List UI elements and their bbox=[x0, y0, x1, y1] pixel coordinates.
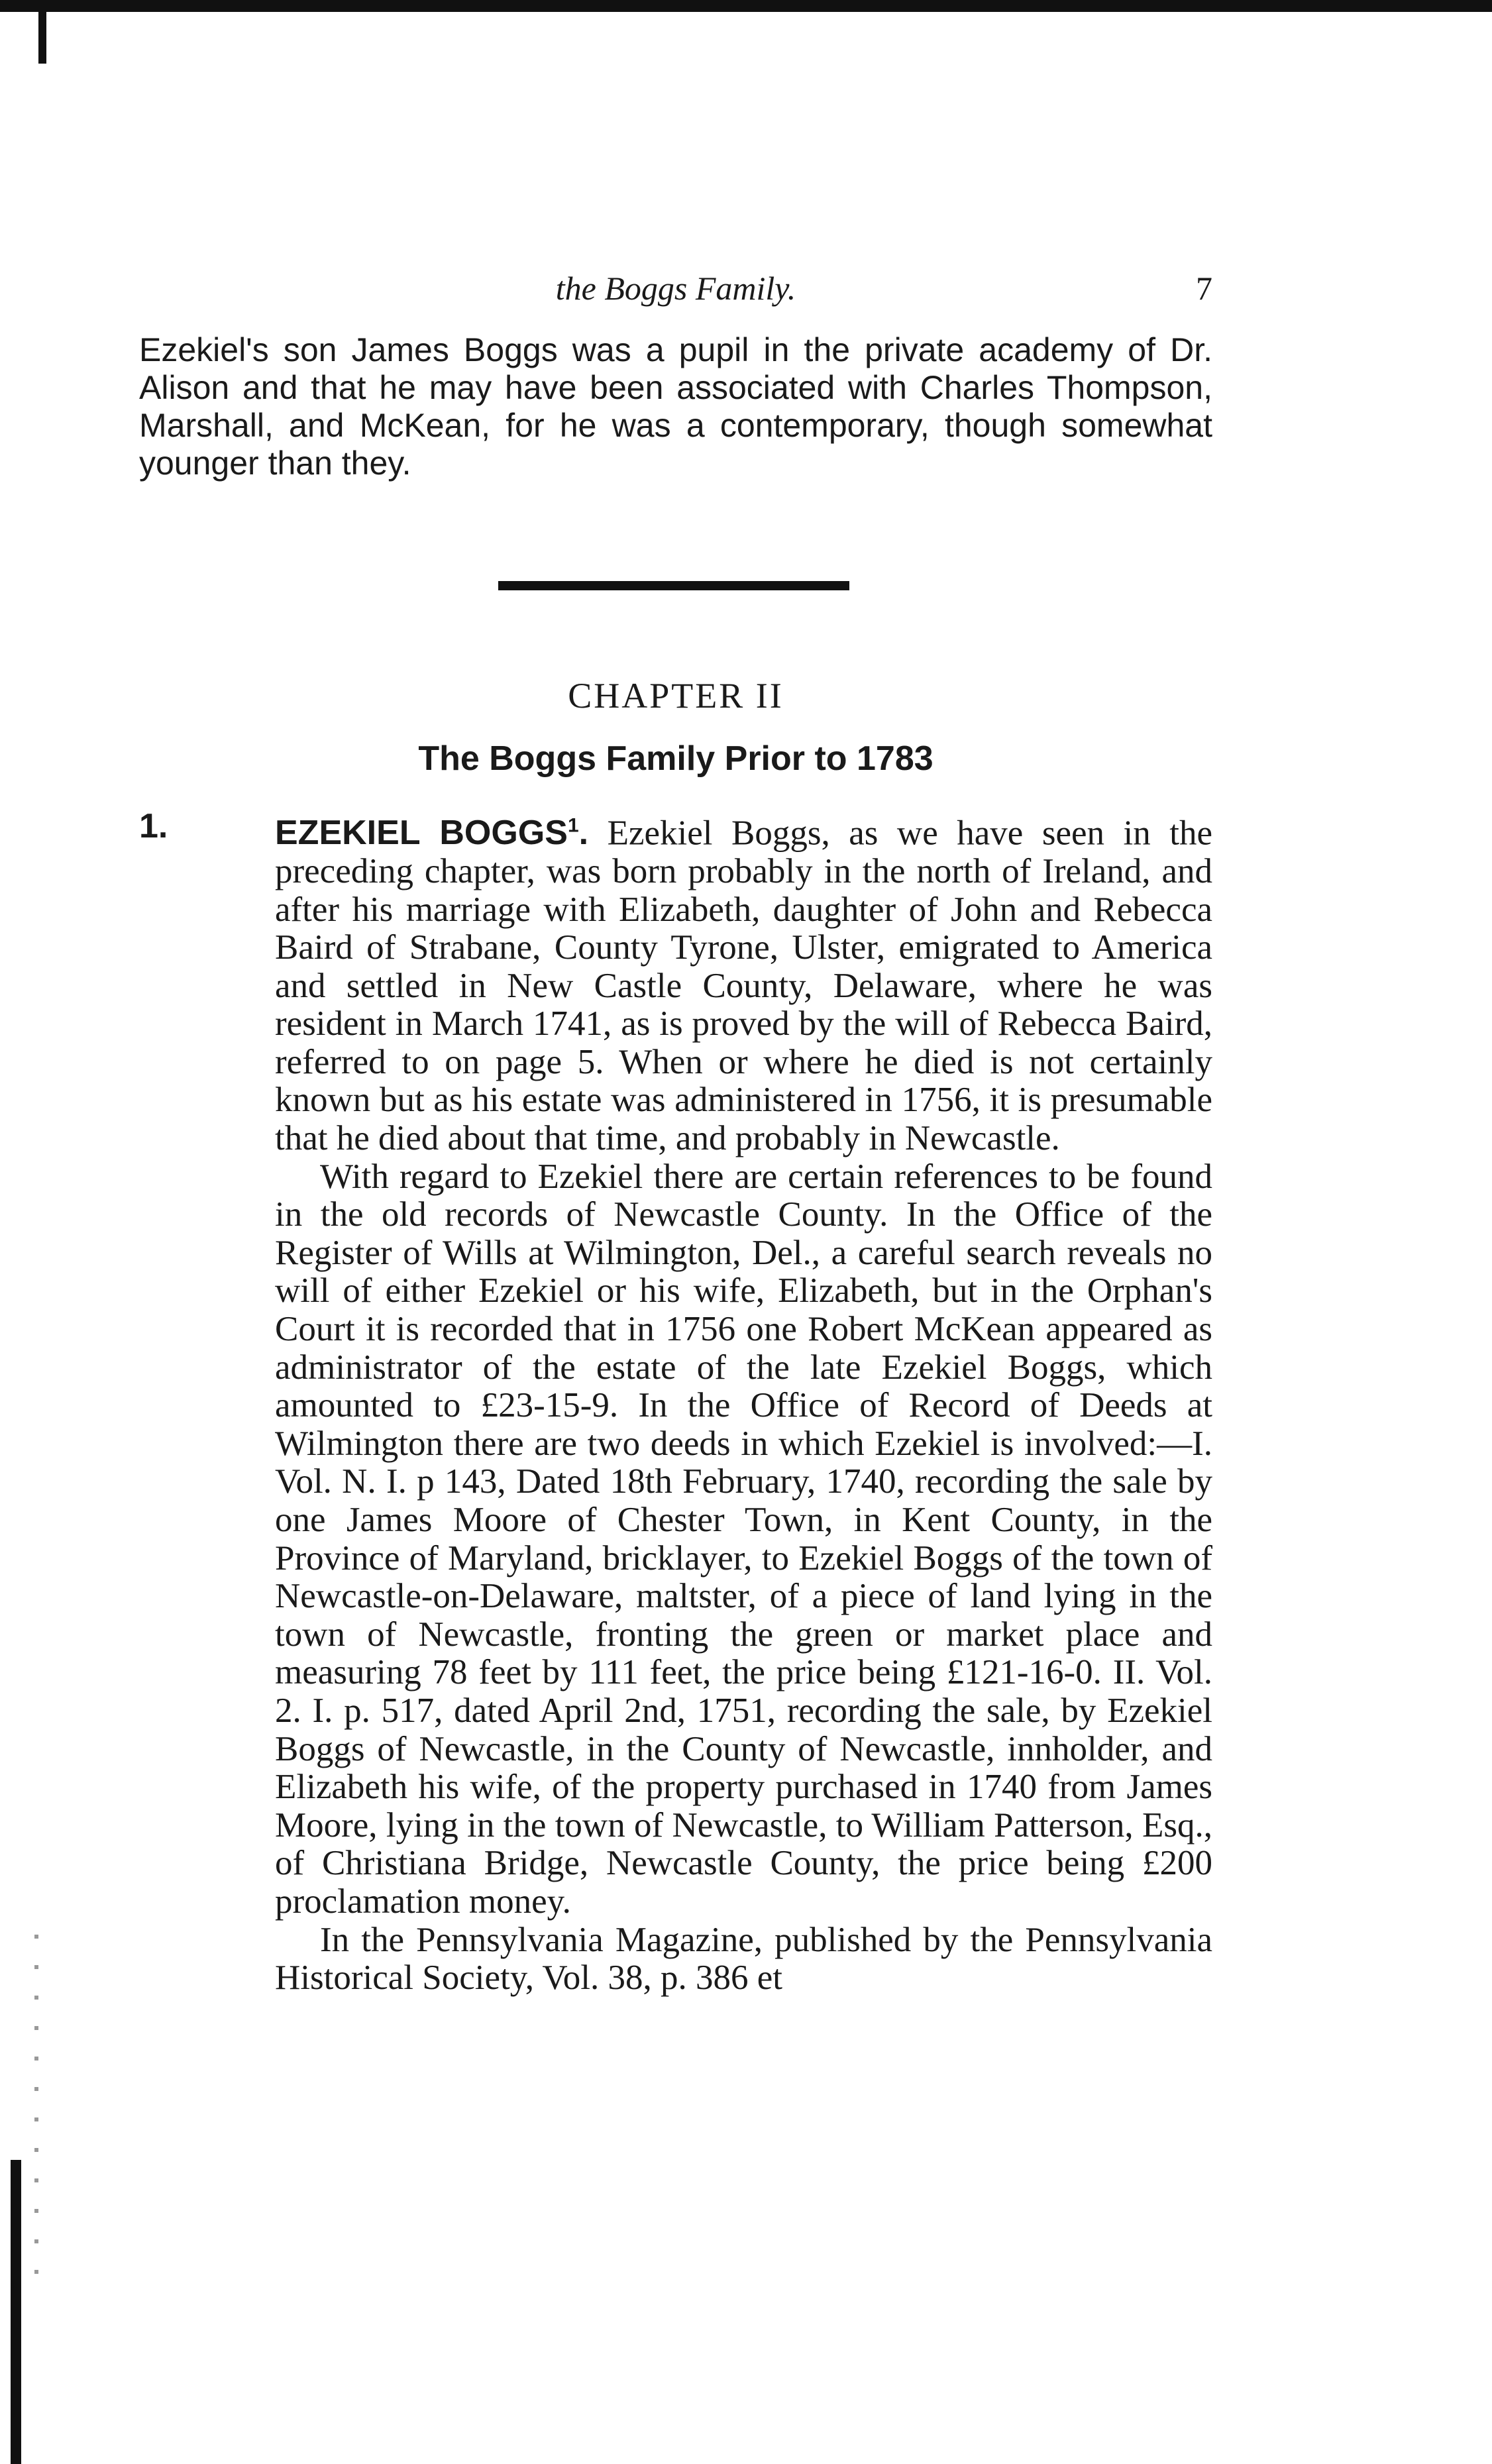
intro-paragraph-block bbox=[139, 331, 1212, 482]
scan-mark bbox=[38, 12, 46, 64]
entry-paragraph-1 bbox=[275, 807, 1212, 1158]
intro-paragraph: Ezekiel's son James Boggs was a pupil in the private academy of Dr. Alison and that he may have been associated with Charles Thompson, Marshall, and McKean, for he was a contemporary, though somewhat younger than they. bbox=[139, 331, 1212, 482]
entry-number: 1. bbox=[139, 807, 168, 845]
entry-name bbox=[275, 814, 588, 852]
entry-paragraph-2: With regard to Ezekiel there are certain references to be found in the old records of Newcastle County. In the Office of the Register of Wills at Wilmington, Del., a careful search reveals no will of either Ezekiel or his wife, Elizabeth, but in the Orphan's Court it is recorded that in 1756 one Robert McKean appeared as administrator of the estate of the late Ezekiel Boggs, which amounted to £23-15-9. In the Office of Record of Deeds at Wilmington there are two deeds in which Ezekiel is involved:—I. Vol. N. I. p 143, Dated 18th February, 1740, recording the sale by one James Moore of Chester Town, in Kent County, in the Province of Maryland, bricklayer, to Ezekiel Boggs of the town of Newcastle-on-Delaware, maltster, of a piece of land lying in the town of Newcastle, fronting the green or market place and measuring 78 feet by 111 feet, the price being £121-16-0. II. Vol. 2. I. p. 517, dated April 2nd, 1751, recording the sale, by Ezekiel Boggs of Newcastle, in the County of Newcastle, innholder, and Elizabeth his wife, of the property purchased in 1740 from James Moore, lying in the town of Newcastle, to William Patterson, Esq., of Christiana Bridge, Newcastle County, the price being £200 proclamation money. bbox=[275, 1157, 1212, 1921]
top-edge-rule bbox=[0, 0, 1492, 12]
scan-specks bbox=[34, 1935, 38, 2279]
chapter-title: The Boggs Family Prior to 1783 bbox=[418, 739, 933, 778]
entry-paragraph-3: In the Pennsylvania Magazine, published by the Pennsylvania Historical Society, Vol. 38, p. 386 et bbox=[275, 1920, 1212, 1998]
page-number: 7 bbox=[1196, 270, 1212, 307]
entry-name-superscript: 1 bbox=[567, 815, 579, 837]
genealogy-entry bbox=[139, 807, 1212, 1998]
running-head bbox=[139, 262, 1212, 315]
entry-name-text: EZEKIEL BOGGS bbox=[275, 814, 568, 853]
entry-paragraph-1-text: Ezekiel Boggs, as we have seen in the preceding chapter, was born probably in the north of Ireland, and after his marriage with Elizabeth, daughter of John and Rebecca Baird of Strabane, County Tyrone, Ulster, emigrated to America and settled in New Castle County, Delaware, where he was resident in March 1741, as is proved by the will of Rebecca Baird, referred to on page 5. When or where he died is not certainly known but as his estate was administered in 1756, it is presumable that he died about that time, and probably in Newcastle. bbox=[275, 814, 1212, 1158]
running-title: the Boggs Family. bbox=[555, 270, 796, 307]
chapter-label: CHAPTER II bbox=[568, 676, 784, 716]
entry-name-suffix: . bbox=[578, 814, 589, 853]
entry-body bbox=[275, 807, 1212, 1998]
binding-edge bbox=[11, 2160, 21, 2464]
section-divider bbox=[498, 581, 849, 590]
